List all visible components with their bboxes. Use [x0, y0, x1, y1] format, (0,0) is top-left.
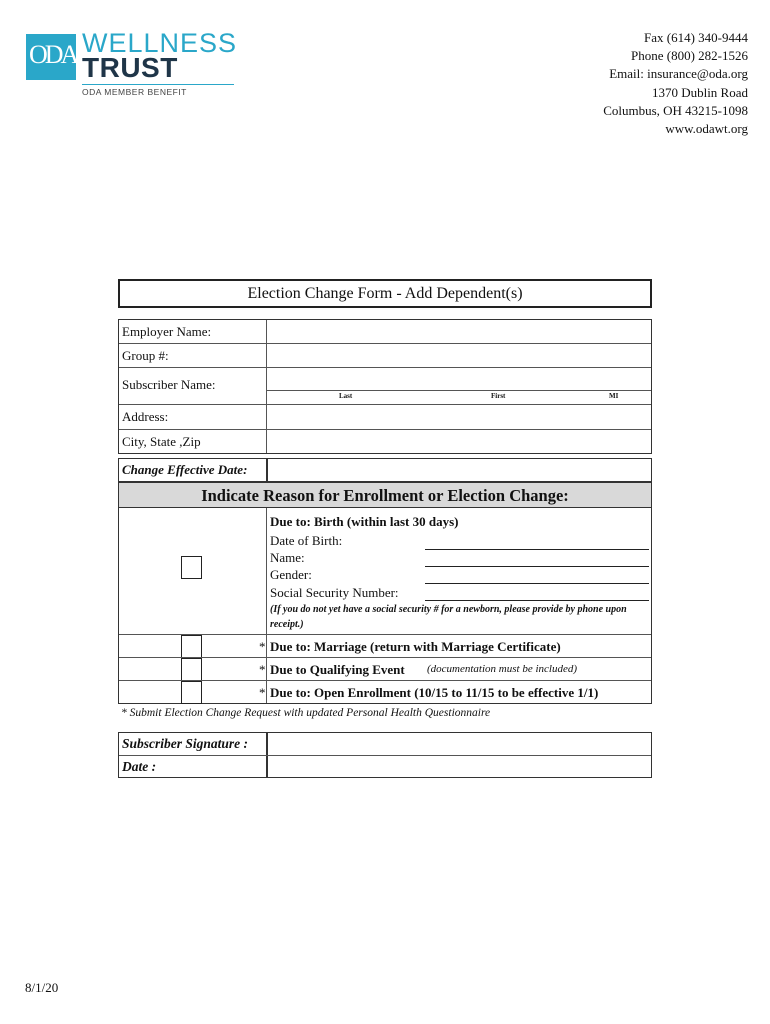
dependent-name-line[interactable]	[425, 566, 649, 567]
qualifying-event-checkbox[interactable]	[181, 658, 202, 681]
contact-info	[603, 29, 748, 138]
marriage-star: *	[259, 639, 266, 654]
city-line: Columbus, OH 43215-1098	[603, 102, 748, 118]
city-label: City, State ,Zip	[122, 434, 201, 449]
employer-field[interactable]	[267, 320, 651, 343]
logo-divider	[82, 84, 234, 85]
signature-label: Subscriber Signature :	[122, 736, 249, 751]
dependent-name-label: Name:	[270, 550, 305, 565]
signature-field[interactable]	[268, 733, 651, 755]
marriage-option: Due to: Marriage (return with Marriage Certificate)	[270, 639, 561, 654]
ssn-label: Social Security Number:	[270, 585, 399, 600]
city-field[interactable]	[267, 430, 651, 453]
dob-line[interactable]	[425, 549, 649, 550]
dob-label: Date of Birth:	[270, 533, 343, 548]
email-line[interactable]: Email: insurance@oda.org	[609, 66, 748, 82]
subscriber-row	[119, 368, 651, 405]
logo-tagline: ODA MEMBER BENEFIT	[82, 87, 187, 97]
address-row	[119, 405, 651, 430]
signature-table	[118, 732, 652, 778]
subscriber-label: Subscriber Name:	[122, 377, 216, 392]
form-title: Election Change Form - Add Dependent(s)	[118, 279, 652, 308]
open-enrollment-checkbox[interactable]	[181, 681, 202, 704]
address-label: Address:	[122, 409, 169, 424]
change-effective-date-row	[118, 458, 652, 482]
first-name-caption: First	[491, 392, 506, 400]
ssn-note: (If you do not yet have a social security # for a newborn, please provide by phone upon receipt.)	[270, 604, 627, 630]
marriage-checkbox[interactable]	[181, 635, 202, 658]
phone-line: Phone (800) 282-1526	[631, 48, 748, 64]
effective-date-field[interactable]	[268, 459, 651, 481]
reason-header: Indicate Reason for Enrollment or Election Change:	[119, 483, 651, 508]
city-row	[119, 430, 651, 453]
footnote: * Submit Election Change Request with updated Personal Health Questionnaire	[121, 707, 491, 719]
open-enrollment-option: Due to: Open Enrollment (10/15 to 11/15 to be effective 1/1)	[270, 685, 599, 700]
birth-heading: Due to: Birth (within last 30 days)	[270, 514, 459, 529]
street-line: 1370 Dublin Road	[651, 84, 748, 100]
logo-line1: WELLNESS	[82, 28, 238, 58]
employer-label: Employer Name:	[122, 324, 212, 339]
subscriber-name-field[interactable]	[267, 368, 651, 390]
oda-mark-icon	[26, 34, 76, 80]
reason-section	[118, 482, 652, 704]
website-line[interactable]: www.odawt.org	[665, 121, 748, 137]
employer-row	[119, 320, 651, 344]
ssn-line[interactable]	[425, 600, 649, 601]
logo-line2: TRUST	[82, 52, 178, 83]
logo-mark-text: ODA	[29, 40, 77, 69]
address-field[interactable]	[267, 405, 651, 429]
group-label: Group #:	[122, 348, 169, 363]
date-label: Date :	[122, 759, 157, 774]
group-row	[119, 344, 651, 368]
birth-checkbox[interactable]	[181, 556, 202, 579]
gender-line[interactable]	[425, 583, 649, 584]
date-field[interactable]	[268, 756, 651, 777]
qualifying-note: (documentation must be included)	[427, 663, 577, 675]
last-name-caption: Last	[339, 392, 353, 400]
oda-wellness-trust-logo	[26, 30, 241, 100]
fax-line: Fax (614) 340-9444	[644, 30, 748, 45]
revision-date: 8/1/20	[25, 980, 59, 995]
gender-label: Gender:	[270, 567, 312, 582]
open-enrollment-star: *	[259, 685, 266, 700]
mi-caption: MI	[609, 392, 619, 400]
effective-date-label: Change Effective Date:	[122, 462, 248, 477]
qualifying-star: *	[259, 662, 266, 677]
subscriber-info-table	[118, 319, 652, 454]
group-field[interactable]	[267, 344, 651, 367]
qualifying-event-option: Due to Qualifying Event	[270, 662, 405, 677]
